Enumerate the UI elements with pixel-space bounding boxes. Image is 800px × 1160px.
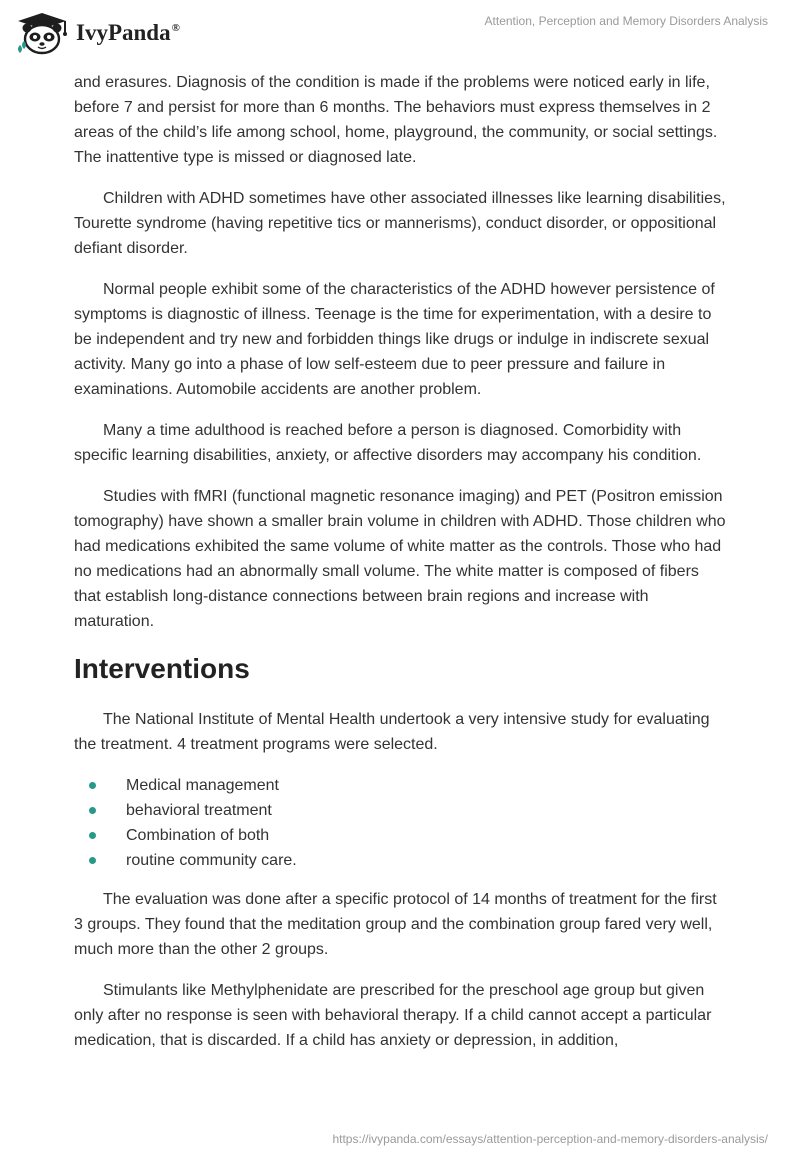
paragraph: The National Institute of Mental Health undertook a very intensive study for evaluating the treatment. 4 treatment programs were selected.: [74, 711, 710, 753]
list-item: routine community care.: [74, 848, 726, 873]
ivypanda-logo[interactable]: [14, 8, 180, 58]
bullet-dot-icon: [89, 807, 96, 814]
list-item: behavioral treatment: [74, 798, 726, 823]
bullet-dot-icon: [89, 857, 96, 864]
bullet-dot-icon: [89, 782, 96, 789]
paragraph: Stimulants like Methylphenidate are prescribed for the preschool age group but given only after no response is seen with behavioral therapy. If a child cannot accept a particular medication, that is discarded. If a child has anxiety or depression, in addition,: [74, 982, 712, 1049]
panda-graduate-icon: [14, 11, 70, 55]
list-item: Combination of both: [74, 823, 726, 848]
bullet-dot-icon: [89, 832, 96, 839]
treatment-list: [74, 773, 726, 873]
paragraph: Normal people exhibit some of the characteristics of the ADHD however persistence of symptoms is diagnostic of illness. Teenage is the time for experimentation, with a desire to be independent and try new and forbidden things like drugs or indulge in indiscrete sexual activity. Many go into a phase of low self-esteem due to peer pressure and failure in examinations. Automobile accidents are another problem.: [74, 281, 715, 398]
paragraph: Studies with fMRI (functional magnetic resonance imaging) and PET (Positron emission tomography) have shown a smaller brain volume in children with ADHD. Those children who had medications exhibited the same volume of white matter as the controls. Those who had no medications had an abnormally small volume. The white matter is composed of fibers that establish long-distance connections between brain regions and increase with maturation.: [74, 488, 726, 630]
essay-body: [74, 70, 726, 1069]
brand-name: IvyPanda®: [76, 20, 180, 45]
list-item: Medical management: [74, 773, 726, 798]
footer-url-link[interactable]: https://ivypanda.com/essays/attention-perception-and-memory-disorders-analysis/: [332, 1132, 768, 1146]
paragraph: Children with ADHD sometimes have other associated illnesses like learning disabilities, Tourette syndrome (having repetitive tics or mannerisms), conduct disorder, or oppositional defiant disorder.: [74, 190, 726, 257]
document-title: Attention, Perception and Memory Disorders Analysis: [484, 14, 768, 28]
section-heading: Interventions: [74, 653, 250, 684]
page-header: [0, 0, 800, 70]
paragraph: The evaluation was done after a specific protocol of 14 months of treatment for the first 3 groups. They found that the meditation group and the combination group fared very well, much more than the other 2 groups.: [74, 891, 717, 958]
registered-mark: ®: [171, 22, 180, 35]
paragraph: and erasures. Diagnosis of the condition is made if the problems were noticed early in life, before 7 and persist for more than 6 months. The behaviors must express themselves in 2 areas of the child’s life among school, home, playground, the community, or social settings. The inattentive type is missed or diagnosed late.: [74, 74, 718, 166]
paragraph: Many a time adulthood is reached before a person is diagnosed. Comorbidity with specific learning disabilities, anxiety, or affective disorders may accompany his condition.: [74, 422, 702, 464]
